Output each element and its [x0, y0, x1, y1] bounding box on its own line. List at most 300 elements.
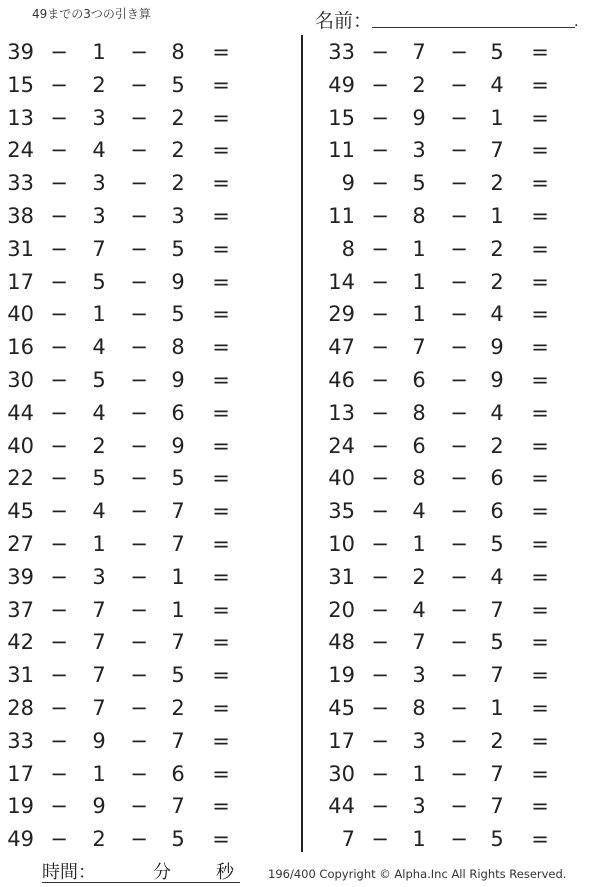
minus-sign: − [450, 499, 468, 524]
minus-sign: − [50, 335, 68, 360]
minus-sign: − [50, 171, 68, 196]
column-divider [301, 35, 303, 852]
minutes-label: 分 [153, 862, 171, 883]
subtrahend-2: 9 [171, 367, 185, 392]
subtrahend-2: 8 [171, 40, 185, 64]
problem-row [306, 692, 600, 725]
subtrahend-2: 1 [490, 203, 504, 228]
problem-row [0, 495, 300, 528]
equals-sign: = [531, 138, 549, 163]
subtrahend-2: 4 [490, 564, 504, 589]
minuend: 29 [328, 302, 355, 327]
equals-sign: = [212, 236, 230, 261]
problem-row [0, 134, 300, 167]
subtrahend-2: 5 [171, 72, 185, 97]
subtrahend-1: 3 [92, 105, 106, 130]
minus-sign: − [50, 663, 68, 688]
minus-sign: − [371, 564, 389, 589]
minus-sign: − [130, 72, 148, 97]
subtrahend-1: 1 [92, 302, 106, 327]
minuend: 19 [7, 794, 34, 819]
subtrahend-1: 4 [92, 499, 106, 524]
minus-sign: − [371, 794, 389, 819]
problem-row [306, 167, 600, 200]
minus-sign: − [450, 761, 468, 786]
seconds-label: 秒 [216, 862, 234, 883]
subtrahend-1: 2 [92, 72, 106, 97]
equals-sign: = [531, 663, 549, 688]
equals-sign: = [531, 499, 549, 524]
equals-sign: = [212, 40, 230, 64]
problem-row [306, 397, 600, 430]
minuend: 28 [7, 695, 34, 720]
minus-sign: − [50, 597, 68, 622]
subtrahend-2: 4 [490, 72, 504, 97]
minus-sign: − [50, 367, 68, 392]
equals-sign: = [212, 72, 230, 97]
minus-sign: − [50, 203, 68, 228]
minus-sign: − [371, 597, 389, 622]
minus-sign: − [130, 203, 148, 228]
minus-sign: − [450, 203, 468, 228]
problem-row [306, 134, 600, 167]
copyright-footer: 196/400 Copyright © Alpha.Inc All Rights Reserved. [268, 867, 567, 881]
minus-sign: − [371, 761, 389, 786]
subtrahend-2: 1 [490, 105, 504, 130]
minuend: 22 [7, 466, 34, 491]
subtrahend-1: 7 [412, 630, 426, 655]
subtrahend-2: 2 [490, 236, 504, 261]
minus-sign: − [50, 499, 68, 524]
minus-sign: − [450, 269, 468, 294]
subtrahend-2: 7 [490, 597, 504, 622]
problem-row [306, 528, 600, 561]
subtrahend-1: 1 [412, 269, 426, 294]
minuend: 40 [7, 433, 34, 458]
minuend: 24 [7, 138, 34, 163]
minus-sign: − [130, 138, 148, 163]
minuend: 17 [328, 728, 355, 753]
minuend: 11 [328, 138, 355, 163]
minuend: 15 [328, 105, 355, 130]
time-record [42, 858, 240, 883]
minus-sign: − [450, 302, 468, 327]
minus-sign: − [50, 761, 68, 786]
minus-sign: − [50, 40, 68, 64]
problem-row [0, 298, 300, 331]
problem-row [306, 626, 600, 659]
minuend: 10 [328, 531, 355, 556]
subtrahend-2: 6 [490, 466, 504, 491]
subtrahend-1: 2 [412, 72, 426, 97]
subtrahend-2: 9 [171, 269, 185, 294]
minuend: 30 [7, 367, 34, 392]
subtrahend-1: 1 [92, 40, 106, 64]
minus-sign: − [371, 302, 389, 327]
minus-sign: − [450, 695, 468, 720]
problem-row [306, 69, 600, 102]
subtrahend-2: 9 [171, 433, 185, 458]
problem-row [306, 266, 600, 299]
subtrahend-2: 2 [490, 171, 504, 196]
equals-sign: = [212, 105, 230, 130]
minus-sign: − [371, 203, 389, 228]
minus-sign: − [50, 564, 68, 589]
equals-sign: = [212, 827, 230, 852]
problem-row [306, 102, 600, 135]
equals-sign: = [531, 335, 549, 360]
subtrahend-2: 6 [171, 761, 185, 786]
problem-row [0, 659, 300, 692]
minuend: 42 [7, 630, 34, 655]
minus-sign: − [130, 105, 148, 130]
problem-row [0, 561, 300, 594]
minus-sign: − [130, 367, 148, 392]
minus-sign: − [50, 531, 68, 556]
equals-sign: = [531, 761, 549, 786]
minus-sign: − [371, 171, 389, 196]
equals-sign: = [531, 105, 549, 130]
equals-sign: = [212, 564, 230, 589]
minus-sign: − [450, 663, 468, 688]
subtrahend-2: 2 [171, 105, 185, 130]
minuend: 40 [328, 466, 355, 491]
minus-sign: − [450, 171, 468, 196]
equals-sign: = [212, 794, 230, 819]
minus-sign: − [371, 269, 389, 294]
equals-sign: = [531, 531, 549, 556]
minus-sign: − [371, 630, 389, 655]
subtrahend-1: 9 [92, 728, 106, 753]
minus-sign: − [450, 105, 468, 130]
subtrahend-1: 7 [92, 630, 106, 655]
subtrahend-2: 9 [490, 367, 504, 392]
minuend: 20 [328, 597, 355, 622]
minus-sign: − [130, 302, 148, 327]
subtrahend-1: 1 [412, 236, 426, 261]
minus-sign: − [371, 105, 389, 130]
equals-sign: = [212, 335, 230, 360]
minuend: 49 [328, 72, 355, 97]
minus-sign: − [50, 72, 68, 97]
subtrahend-2: 8 [171, 335, 185, 360]
equals-sign: = [531, 203, 549, 228]
minus-sign: − [130, 466, 148, 491]
subtrahend-1: 1 [412, 302, 426, 327]
minus-sign: − [130, 597, 148, 622]
minus-sign: − [450, 728, 468, 753]
subtrahend-1: 7 [412, 40, 426, 64]
subtrahend-1: 2 [92, 433, 106, 458]
equals-sign: = [531, 695, 549, 720]
minus-sign: − [450, 367, 468, 392]
subtrahend-1: 8 [412, 203, 426, 228]
problem-row [0, 725, 300, 758]
subtrahend-1: 7 [92, 597, 106, 622]
minuend: 17 [7, 761, 34, 786]
problem-row [306, 758, 600, 791]
equals-sign: = [212, 433, 230, 458]
equals-sign: = [212, 203, 230, 228]
problem-row [306, 331, 600, 364]
subtrahend-2: 2 [171, 171, 185, 196]
minus-sign: − [130, 433, 148, 458]
name-input-line[interactable] [372, 27, 575, 28]
minus-sign: − [450, 630, 468, 655]
subtrahend-1: 5 [412, 171, 426, 196]
minuend: 37 [7, 597, 34, 622]
subtrahend-2: 7 [171, 794, 185, 819]
subtrahend-2: 7 [171, 728, 185, 753]
subtrahend-1: 3 [92, 203, 106, 228]
minuend: 19 [328, 663, 355, 688]
subtrahend-1: 9 [92, 794, 106, 819]
problem-row [0, 266, 300, 299]
subtrahend-2: 5 [490, 630, 504, 655]
problem-row [0, 823, 300, 856]
minuend: 31 [7, 663, 34, 688]
problem-row [0, 331, 300, 364]
minus-sign: − [130, 761, 148, 786]
subtrahend-1: 4 [92, 138, 106, 163]
equals-sign: = [212, 597, 230, 622]
problem-row [0, 692, 300, 725]
minus-sign: − [50, 138, 68, 163]
minus-sign: − [371, 499, 389, 524]
equals-sign: = [212, 728, 230, 753]
equals-sign: = [212, 269, 230, 294]
minus-sign: − [450, 236, 468, 261]
problem-row [0, 626, 300, 659]
minus-sign: − [50, 105, 68, 130]
minus-sign: − [130, 728, 148, 753]
equals-sign: = [212, 138, 230, 163]
subtrahend-1: 3 [92, 564, 106, 589]
problem-row [0, 758, 300, 791]
minuend: 14 [328, 269, 355, 294]
equals-sign: = [531, 236, 549, 261]
equals-sign: = [212, 499, 230, 524]
subtrahend-1: 3 [92, 171, 106, 196]
equals-sign: = [212, 531, 230, 556]
subtrahend-2: 5 [490, 827, 504, 852]
minuend: 47 [328, 335, 355, 360]
subtrahend-2: 2 [171, 695, 185, 720]
subtrahend-1: 1 [412, 761, 426, 786]
subtrahend-1: 7 [412, 335, 426, 360]
name-line-end-dot: . [574, 14, 579, 30]
left-problem-column [0, 36, 300, 856]
equals-sign: = [531, 794, 549, 819]
minuend: 8 [341, 236, 355, 261]
equals-sign: = [212, 695, 230, 720]
minus-sign: − [371, 40, 389, 64]
equals-sign: = [531, 72, 549, 97]
minus-sign: − [371, 695, 389, 720]
minus-sign: − [50, 695, 68, 720]
minuend: 38 [7, 203, 34, 228]
equals-sign: = [531, 269, 549, 294]
minuend: 11 [328, 203, 355, 228]
equals-sign: = [531, 302, 549, 327]
subtrahend-2: 2 [490, 433, 504, 458]
minuend: 27 [7, 531, 34, 556]
minus-sign: − [371, 367, 389, 392]
subtrahend-2: 7 [490, 794, 504, 819]
subtrahend-1: 3 [412, 728, 426, 753]
minus-sign: − [371, 728, 389, 753]
minuend: 7 [341, 827, 355, 852]
minus-sign: − [50, 269, 68, 294]
minus-sign: − [130, 630, 148, 655]
problem-row [306, 495, 600, 528]
subtrahend-1: 8 [412, 400, 426, 425]
equals-sign: = [531, 433, 549, 458]
subtrahend-2: 6 [171, 400, 185, 425]
minus-sign: − [50, 728, 68, 753]
minuend: 40 [7, 302, 34, 327]
subtrahend-1: 5 [92, 269, 106, 294]
subtrahend-1: 6 [412, 367, 426, 392]
problem-row [0, 36, 300, 69]
minus-sign: − [450, 531, 468, 556]
subtrahend-1: 6 [412, 433, 426, 458]
problem-row [306, 725, 600, 758]
minus-sign: − [371, 433, 389, 458]
minus-sign: − [130, 400, 148, 425]
minus-sign: − [371, 827, 389, 852]
subtrahend-2: 7 [490, 663, 504, 688]
subtrahend-1: 4 [412, 597, 426, 622]
subtrahend-1: 5 [92, 367, 106, 392]
subtrahend-1: 4 [412, 499, 426, 524]
subtrahend-1: 8 [412, 695, 426, 720]
problem-row [306, 594, 600, 627]
minus-sign: − [450, 827, 468, 852]
problem-row [0, 528, 300, 561]
minus-sign: − [130, 564, 148, 589]
subtrahend-2: 7 [490, 761, 504, 786]
problem-row [306, 233, 600, 266]
minuend: 44 [328, 794, 355, 819]
subtrahend-1: 1 [412, 827, 426, 852]
problem-row [0, 430, 300, 463]
minuend: 24 [328, 433, 355, 458]
minuend: 49 [7, 827, 34, 852]
subtrahend-2: 1 [171, 564, 185, 589]
minus-sign: − [450, 433, 468, 458]
equals-sign: = [212, 171, 230, 196]
problem-row [306, 790, 600, 823]
equals-sign: = [212, 466, 230, 491]
minus-sign: − [50, 827, 68, 852]
minuend: 31 [328, 564, 355, 589]
subtrahend-1: 1 [92, 531, 106, 556]
minuend: 39 [7, 40, 34, 64]
subtrahend-1: 8 [412, 466, 426, 491]
subtrahend-1: 7 [92, 236, 106, 261]
minus-sign: − [50, 630, 68, 655]
subtrahend-1: 3 [412, 138, 426, 163]
subtrahend-2: 1 [490, 695, 504, 720]
minus-sign: − [130, 236, 148, 261]
minuend: 44 [7, 400, 34, 425]
minus-sign: − [371, 236, 389, 261]
minus-sign: − [371, 531, 389, 556]
problem-row [0, 594, 300, 627]
subtrahend-1: 4 [92, 400, 106, 425]
minuend: 13 [7, 105, 34, 130]
problem-row [306, 462, 600, 495]
subtrahend-2: 5 [171, 302, 185, 327]
equals-sign: = [212, 630, 230, 655]
minus-sign: − [130, 40, 148, 64]
equals-sign: = [212, 400, 230, 425]
minuend: 35 [328, 499, 355, 524]
problem-row [0, 790, 300, 823]
subtrahend-2: 5 [171, 827, 185, 852]
subtrahend-1: 3 [412, 794, 426, 819]
subtrahend-2: 5 [490, 531, 504, 556]
minus-sign: − [130, 499, 148, 524]
equals-sign: = [531, 40, 549, 64]
minus-sign: − [371, 663, 389, 688]
minuend: 9 [341, 171, 355, 196]
subtrahend-2: 5 [490, 40, 504, 64]
subtrahend-2: 1 [171, 597, 185, 622]
minus-sign: − [450, 400, 468, 425]
minuend: 48 [328, 630, 355, 655]
subtrahend-2: 7 [490, 138, 504, 163]
problem-row [306, 659, 600, 692]
minus-sign: − [130, 335, 148, 360]
minuend: 33 [328, 40, 355, 64]
subtrahend-1: 7 [92, 695, 106, 720]
minus-sign: − [450, 466, 468, 491]
subtrahend-2: 9 [490, 335, 504, 360]
minus-sign: − [130, 171, 148, 196]
subtrahend-1: 9 [412, 105, 426, 130]
minus-sign: − [50, 794, 68, 819]
problem-row [306, 430, 600, 463]
equals-sign: = [212, 302, 230, 327]
minus-sign: − [371, 466, 389, 491]
subtrahend-1: 2 [92, 827, 106, 852]
problem-row [306, 200, 600, 233]
equals-sign: = [531, 367, 549, 392]
minus-sign: − [130, 794, 148, 819]
subtrahend-2: 6 [490, 499, 504, 524]
subtrahend-2: 5 [171, 663, 185, 688]
minus-sign: − [450, 564, 468, 589]
minuend: 30 [328, 761, 355, 786]
minus-sign: − [50, 400, 68, 425]
problem-row [306, 298, 600, 331]
subtrahend-2: 7 [171, 630, 185, 655]
minus-sign: − [130, 531, 148, 556]
equals-sign: = [531, 630, 549, 655]
minuend: 13 [328, 400, 355, 425]
minuend: 45 [7, 499, 34, 524]
problem-row [0, 200, 300, 233]
subtrahend-1: 1 [412, 531, 426, 556]
minus-sign: − [50, 466, 68, 491]
minus-sign: − [371, 335, 389, 360]
minus-sign: − [50, 302, 68, 327]
equals-sign: = [531, 827, 549, 852]
subtrahend-1: 4 [92, 335, 106, 360]
subtrahend-2: 7 [171, 531, 185, 556]
